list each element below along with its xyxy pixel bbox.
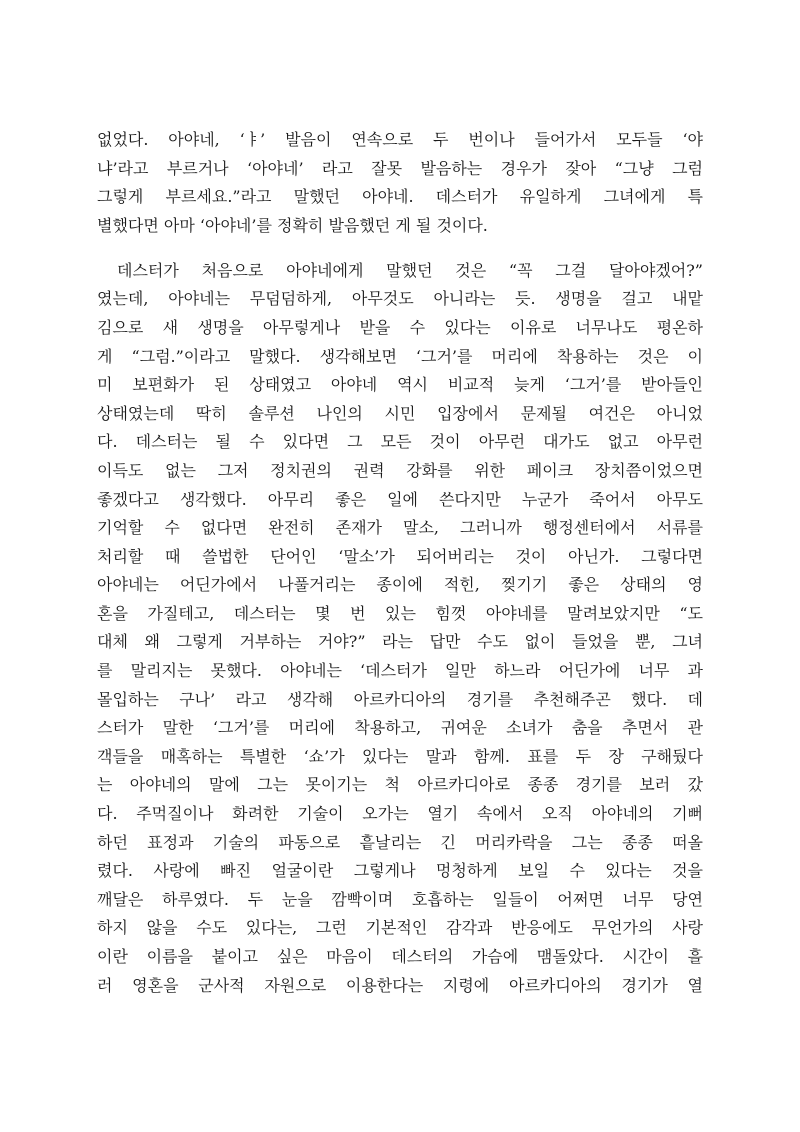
text-line: 상태였는데 딱히 솔루션 나인의 시민 입장에서 문제될 여건은 아니었	[97, 403, 703, 423]
text-line: 하지 않을 수도 있다는, 그런 기본적인 감각과 반응에도 무언가의 사랑	[97, 918, 703, 938]
text-line: 이득도 없는 그저 정치권의 권력 강화를 위한 페이크 장치쯤이었으면	[97, 460, 703, 480]
text-line: 아야네는 어딘가에서 나풀거리는 종이에 적힌, 찢기기 좋은 상태의 영	[97, 575, 703, 595]
text-line: 대체 왜 그렇게 거부하는 거야?” 라는 답만 수도 없이 들었을 뿐, 그녀	[97, 632, 703, 652]
text-line: 스터가 말한 ‘그거’를 머리에 착용하고, 귀여운 소녀가 춤을 추면서 관	[97, 718, 703, 738]
text-line: 혼을 가질테고, 데스터는 몇 번 있는 힘껏 아야네를 말려보았지만 “도	[97, 603, 703, 623]
text-line: 는 아야네의 말에 그는 못이기는 척 아르카디아로 종종 경기를 보러 갔	[97, 775, 703, 795]
text-line: 데스터가 처음으로 아야네에게 말했던 것은 “꼭 그걸 달아야겠어?”	[117, 260, 703, 280]
text-line: 기억할 수 없다면 완전히 존재가 말소, 그러니까 행정센터에서 서류를	[97, 518, 703, 538]
paragraph	[97, 257, 703, 1000]
text-line: 미 보편화가 된 상태였고 아야네 역시 비교적 늦게 ‘그거’를 받아들인	[97, 375, 703, 395]
text-line: 좋겠다고 생각했다. 아무리 좋은 일에 쓴다지만 누군가 죽어서 아무도	[97, 489, 703, 509]
text-line: 냐’라고 부르거나 ‘아야네’ 라고 잘못 발음하는 경우가 잦아 “그냥 그럼	[97, 158, 703, 178]
text-line: 하던 표정과 기술의 파동으로 흩날리는 긴 머리카락을 그는 종종 떠올	[97, 832, 703, 852]
text-line: 게 “그럼.”이라고 말했다. 생각해보면 ‘그거’를 머리에 착용하는 것은 이	[97, 346, 703, 366]
text-line: 김으로 새 생명을 아무렇게나 받을 수 있다는 이유로 너무나도 평온하	[97, 317, 703, 337]
body-text	[97, 126, 703, 1000]
text-line: 를 말리지는 못했다. 아야네는 ‘데스터가 일만 하느라 어딘가에 너무 과	[97, 661, 703, 681]
text-line: 몰입하는 구나’ 라고 생각해 아르카디아의 경기를 추천해주곤 했다. 데	[97, 689, 703, 709]
paragraph	[97, 126, 703, 240]
text-line: 렸다. 사랑에 빠진 얼굴이란 그렇게나 멍청하게 보일 수 있다는 것을	[97, 861, 703, 881]
text-line: 객들을 매혹하는 특별한 ‘쇼’가 있다는 말과 함께. 표를 두 장 구해뒀다	[97, 746, 703, 766]
text-line: 없었다. 아야네, ‘ㅑ’ 발음이 연속으로 두 번이나 들어가서 모두들 ‘야	[97, 130, 703, 149]
text-line: 이란 이름을 붙이고 싶은 마음이 데스터의 가슴에 맴돌았다. 시간이 흘	[97, 947, 703, 967]
text-line: 다. 주먹질이나 화려한 기술이 오가는 열기 속에서 오직 아야네의 기뻐	[97, 804, 703, 824]
text-line: 처리할 때 쓸법한 단어인 ‘말소’가 되어버리는 것이 아닌가. 그렇다면	[97, 546, 703, 566]
text-line: 다. 데스터는 될 수 있다면 그 모든 것이 아무런 대가도 없고 아무런	[97, 432, 703, 452]
text-line: 였는데, 아야네는 무덤덤하게, 아무것도 아니라는 듯. 생명을 걸고 내맡	[97, 289, 703, 309]
text-line: 러 영혼을 군사적 자원으로 이용한다는 지령에 아르카디아의 경기가 열	[97, 975, 703, 995]
text-line: 별했다면 아마 ‘아야네’를 정확히 발음했던 게 될 것이다.	[97, 215, 488, 235]
text-line: 깨달은 하루였다. 두 눈을 깜빡이며 호흡하는 일들이 어쩌면 너무 당연	[97, 889, 703, 909]
text-line: 그렇게 부르세요.”라고 말했던 아야네. 데스터가 유일하게 그녀에게 특	[97, 187, 703, 207]
